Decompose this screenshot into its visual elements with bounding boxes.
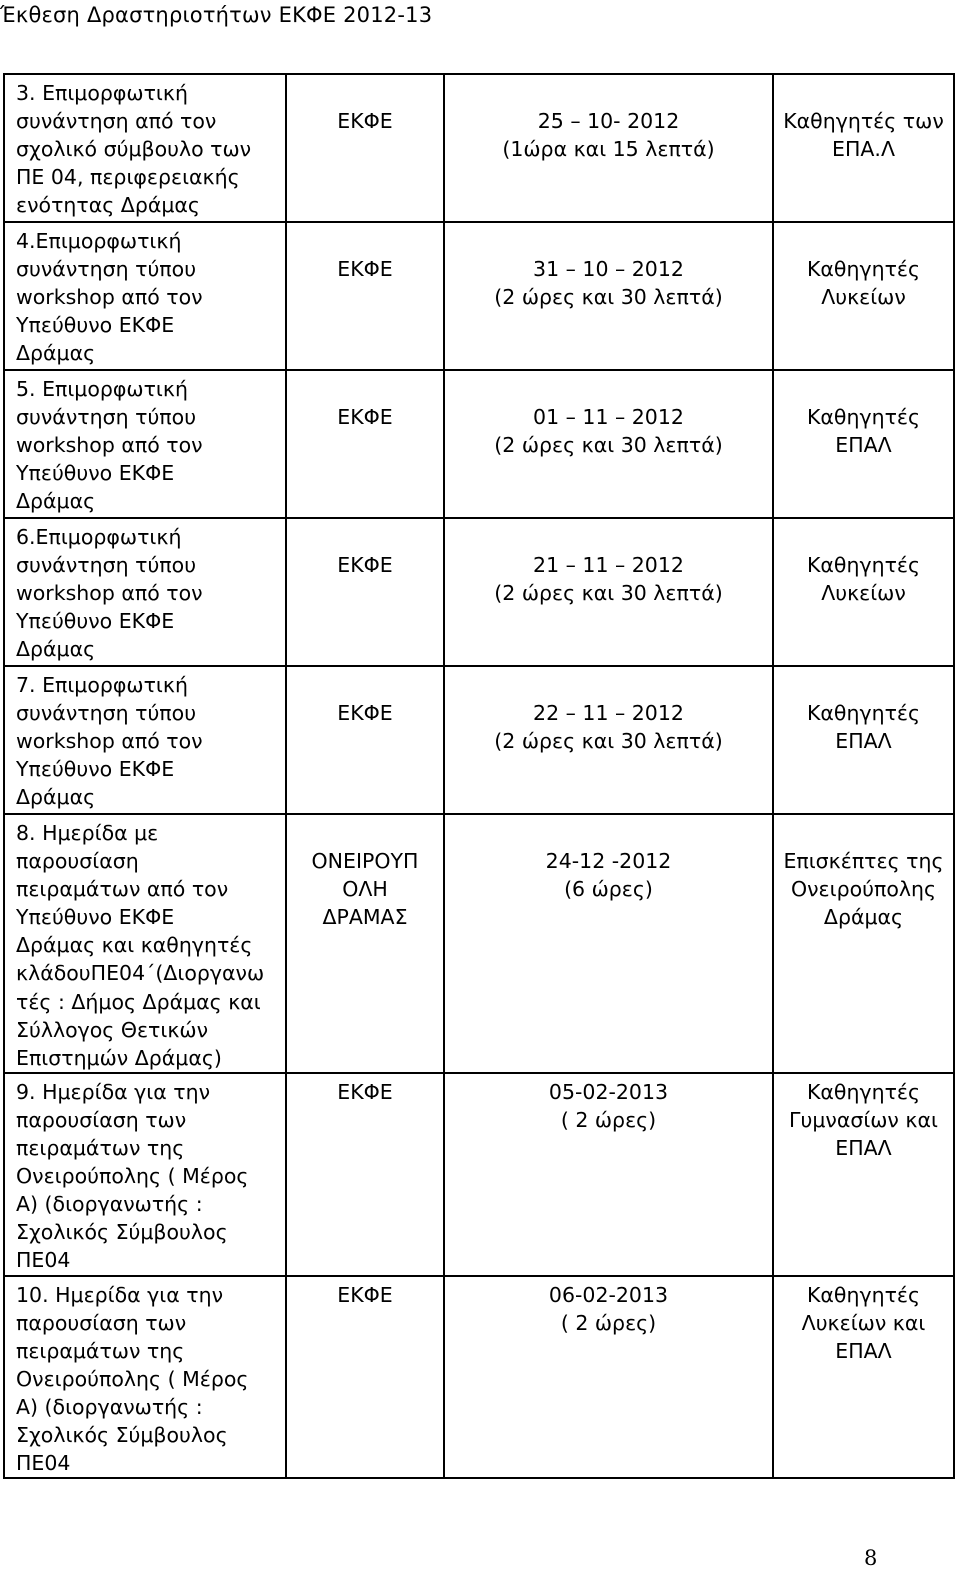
page-header: Έκθεση Δραστηριοτήτων ΕΚΦΕ 2012-13	[0, 3, 433, 27]
table-row	[4, 370, 954, 518]
table-row	[4, 1073, 954, 1276]
date-cell: 01 – 11 – 2012 (2 ώρες και 30 λεπτά)	[444, 370, 773, 518]
place-cell: ΕΚΦΕ	[286, 222, 444, 370]
audience-cell: Καθηγητές Γυμνασίων και ΕΠΑΛ	[773, 1073, 954, 1276]
activity-cell: 9. Ημερίδα για την παρουσίαση των πειραμάτων της Ονειρούπολης ( Μέρος Α) (διοργανωτής : Σχολικός Σύμβουλος ΠΕ04	[4, 1073, 286, 1276]
audience-cell: Καθηγητές ΕΠΑΛ	[773, 666, 954, 814]
date-cell: 21 – 11 – 2012 (2 ώρες και 30 λεπτά)	[444, 518, 773, 666]
table-row	[4, 814, 954, 1073]
place-cell: ΕΚΦΕ	[286, 1276, 444, 1479]
place-cell: ΕΚΦΕ	[286, 74, 444, 222]
place-cell: ΟΝΕΙΡΟΥΠ ΟΛΗ ΔΡΑΜΑΣ	[286, 814, 444, 1073]
activity-cell: 3. Επιμορφωτική συνάντηση από τον σχολικό σύμβουλο των ΠΕ 04, περιφερειακής ενότητας Δράμας	[4, 74, 286, 222]
date-cell: 05-02-2013 ( 2 ώρες)	[444, 1073, 773, 1276]
audience-cell: Επισκέπτες της Ονειρούπολης Δράμας	[773, 814, 954, 1073]
place-cell: ΕΚΦΕ	[286, 1073, 444, 1276]
date-cell: 22 – 11 – 2012 (2 ώρες και 30 λεπτά)	[444, 666, 773, 814]
table-row	[4, 222, 954, 370]
activity-cell: 6.Επιμορφωτική συνάντηση τύπου workshop από τον Υπεύθυνο ΕΚΦΕ Δράμας	[4, 518, 286, 666]
table-row	[4, 74, 954, 222]
audience-cell: Καθηγητές ΕΠΑΛ	[773, 370, 954, 518]
audience-cell: Καθηγητές Λυκείων	[773, 518, 954, 666]
activity-cell: 10. Ημερίδα για την παρουσίαση των πειραμάτων της Ονειρούπολης ( Μέρος Α) (διοργανωτής : Σχολικός Σύμβουλος ΠΕ04	[4, 1276, 286, 1479]
activity-cell: 4.Επιμορφωτική συνάντηση τύπου workshop από τον Υπεύθυνο ΕΚΦΕ Δράμας	[4, 222, 286, 370]
audience-cell: Καθηγητές Λυκείων	[773, 222, 954, 370]
date-cell: 31 – 10 – 2012 (2 ώρες και 30 λεπτά)	[444, 222, 773, 370]
activity-cell: 5. Επιμορφωτική συνάντηση τύπου workshop από τον Υπεύθυνο ΕΚΦΕ Δράμας	[4, 370, 286, 518]
activity-cell: 8. Ημερίδα με παρουσίαση πειραμάτων από τον Υπεύθυνο ΕΚΦΕ Δράμας και καθηγητές κλάδουΠΕ04΄(Διοργανω τές : Δήμος Δράμας και Σύλλογος Θετικών Επιστημών Δράμας)	[4, 814, 286, 1073]
activities-table	[3, 73, 955, 1479]
table-row	[4, 518, 954, 666]
place-cell: ΕΚΦΕ	[286, 666, 444, 814]
date-cell: 24-12 -2012 (6 ώρες)	[444, 814, 773, 1073]
activity-cell: 7. Επιμορφωτική συνάντηση τύπου workshop από τον Υπεύθυνο ΕΚΦΕ Δράμας	[4, 666, 286, 814]
date-cell: 25 – 10- 2012 (1ώρα και 15 λεπτά)	[444, 74, 773, 222]
page-number: 8	[864, 1546, 878, 1570]
table-row	[4, 666, 954, 814]
audience-cell: Καθηγητές των ΕΠΑ.Λ	[773, 74, 954, 222]
place-cell: ΕΚΦΕ	[286, 370, 444, 518]
place-cell: ΕΚΦΕ	[286, 518, 444, 666]
table-row	[4, 1276, 954, 1479]
date-cell: 06-02-2013 ( 2 ώρες)	[444, 1276, 773, 1479]
audience-cell: Καθηγητές Λυκείων και ΕΠΑΛ	[773, 1276, 954, 1479]
